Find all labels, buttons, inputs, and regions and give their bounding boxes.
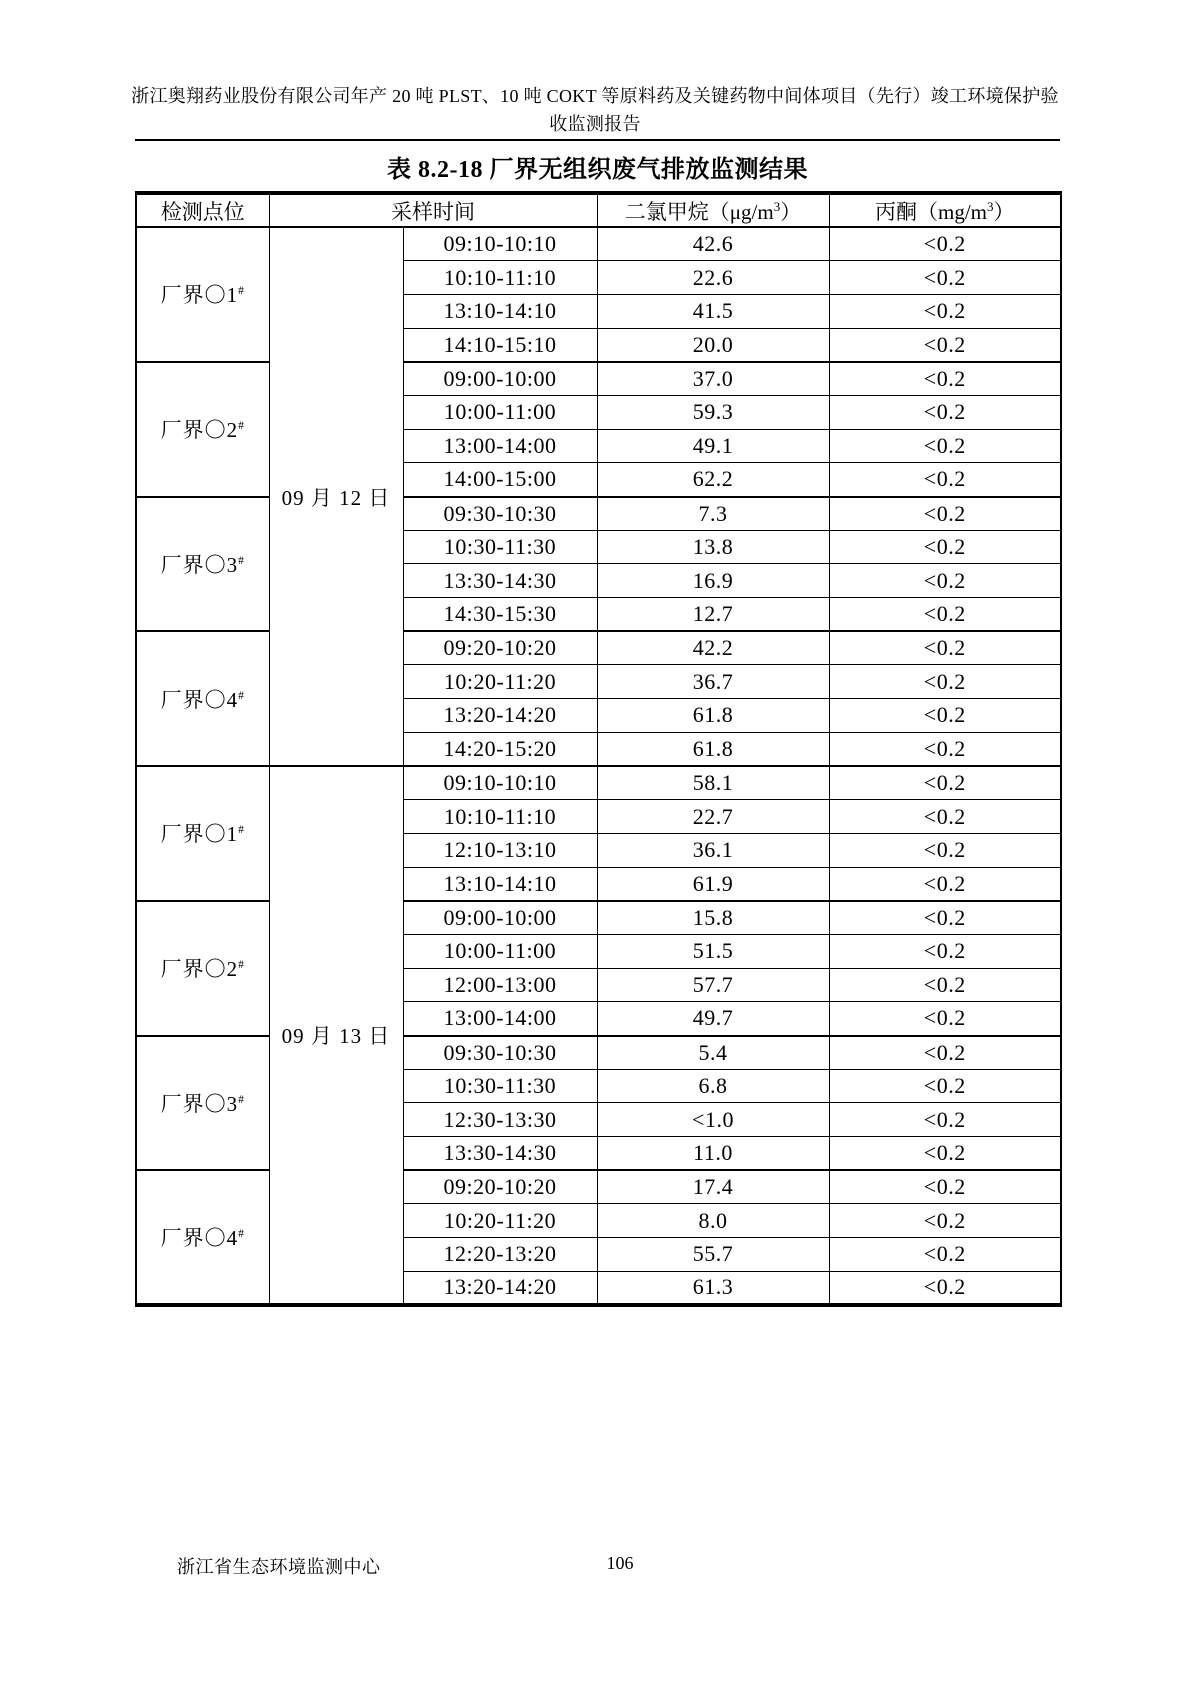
column-header-acetone [829, 193, 1061, 227]
time-cell: 14:10-15:10 [403, 328, 597, 362]
dcm-value-cell: 41.5 [597, 294, 829, 328]
dcm-value-cell: 22.6 [597, 261, 829, 295]
acetone-value-cell: <0.2 [829, 362, 1061, 396]
point-cell [136, 1036, 269, 1171]
dcm-value-cell: 22.7 [597, 800, 829, 834]
acetone-value-cell: <0.2 [829, 766, 1061, 800]
dcm-value-cell: 57.7 [597, 968, 829, 1002]
time-cell: 12:00-13:00 [403, 968, 597, 1002]
table-row [136, 227, 1061, 261]
time-cell: 10:10-11:10 [403, 261, 597, 295]
point-cell [136, 1170, 269, 1305]
acetone-value-cell: <0.2 [829, 294, 1061, 328]
dcm-value-cell: 36.7 [597, 665, 829, 699]
dcm-value-cell: 37.0 [597, 362, 829, 396]
dcm-value-cell: 8.0 [597, 1204, 829, 1238]
point-label: 厂界〇3 [160, 1091, 239, 1116]
point-label-superscript: # [238, 554, 245, 567]
unit-superscript: 3 [987, 198, 994, 214]
point-cell [136, 227, 269, 362]
time-cell: 09:00-10:00 [403, 362, 597, 396]
dcm-value-cell: 61.8 [597, 699, 829, 733]
time-cell: 09:00-10:00 [403, 901, 597, 935]
acetone-value-cell: <0.2 [829, 699, 1061, 733]
acetone-value-cell: <0.2 [829, 968, 1061, 1002]
point-label-superscript: # [238, 420, 245, 433]
time-cell: 10:00-11:00 [403, 395, 597, 429]
acetone-value-cell: <0.2 [829, 497, 1061, 531]
time-cell: 10:30-11:30 [403, 1069, 597, 1103]
dcm-value-cell: 61.8 [597, 732, 829, 766]
unit-superscript: 3 [773, 198, 781, 214]
dcm-value-cell: 5.4 [597, 1036, 829, 1070]
time-cell: 09:10-10:10 [403, 227, 597, 261]
acetone-value-cell: <0.2 [829, 934, 1061, 968]
acetone-value-cell: <0.2 [829, 665, 1061, 699]
point-label: 厂界〇1 [160, 822, 239, 847]
acetone-value-cell: <0.2 [829, 227, 1061, 261]
dcm-value-cell: 61.9 [597, 867, 829, 901]
unit-text: ） [993, 199, 1015, 224]
report-header [115, 82, 1075, 138]
dcm-value-cell: 11.0 [597, 1137, 829, 1171]
time-cell: 13:00-14:00 [403, 429, 597, 463]
point-label: 厂界〇3 [160, 552, 239, 577]
footer-org: 浙江省生态环境监测中心 [177, 1557, 381, 1577]
column-header-dichloromethane [597, 193, 829, 227]
dcm-value-cell: 59.3 [597, 395, 829, 429]
point-label: 厂界〇2 [160, 418, 239, 443]
date-cell: 09 月 13 日 [269, 766, 403, 1305]
acetone-value-cell: <0.2 [829, 564, 1061, 598]
acetone-value-cell: <0.2 [829, 1069, 1061, 1103]
dcm-value-cell: 12.7 [597, 598, 829, 632]
time-cell: 13:00-14:00 [403, 1002, 597, 1036]
time-cell: 13:20-14:20 [403, 699, 597, 733]
acetone-value-cell: <0.2 [829, 395, 1061, 429]
point-label: 厂界〇1 [160, 283, 239, 308]
time-cell: 12:30-13:30 [403, 1103, 597, 1137]
monitoring-table [135, 191, 1062, 1307]
page-number: 106 [606, 1553, 634, 1573]
acetone-value-cell: <0.2 [829, 732, 1061, 766]
dcm-value-cell: 36.1 [597, 833, 829, 867]
table-header [136, 193, 1061, 227]
date-cell: 09 月 12 日 [269, 227, 403, 766]
dcm-value-cell: 7.3 [597, 497, 829, 531]
dcm-value-cell: 13.8 [597, 530, 829, 564]
acetone-value-cell: <0.2 [829, 598, 1061, 632]
dcm-value-cell: 51.5 [597, 934, 829, 968]
acetone-value-cell: <0.2 [829, 631, 1061, 665]
acetone-value-cell: <0.2 [829, 1002, 1061, 1036]
dcm-value-cell: 16.9 [597, 564, 829, 598]
time-cell: 09:20-10:20 [403, 631, 597, 665]
acetone-value-cell: <0.2 [829, 867, 1061, 901]
monitoring-table-body [136, 227, 1061, 1305]
acetone-value-cell: <0.2 [829, 429, 1061, 463]
time-cell: 13:10-14:10 [403, 867, 597, 901]
acetone-value-cell: <0.2 [829, 833, 1061, 867]
time-cell: 09:10-10:10 [403, 766, 597, 800]
dcm-value-cell: 42.2 [597, 631, 829, 665]
point-label-superscript: # [238, 285, 245, 298]
time-cell: 13:30-14:30 [403, 1137, 597, 1171]
table-title: 表 8.2-18 厂界无组织废气排放监测结果 [387, 157, 808, 183]
time-cell: 12:20-13:20 [403, 1238, 597, 1272]
acetone-value-cell: <0.2 [829, 1036, 1061, 1070]
table-row [136, 766, 1061, 800]
unit-text: ） [780, 199, 802, 224]
acetone-value-cell: <0.2 [829, 1204, 1061, 1238]
point-cell [136, 362, 269, 497]
point-label: 厂界〇4 [160, 1226, 239, 1251]
dcm-value-cell: 42.6 [597, 227, 829, 261]
acetone-value-cell: <0.2 [829, 901, 1061, 935]
acetone-value-cell: <0.2 [829, 463, 1061, 497]
point-label-superscript: # [238, 689, 245, 702]
unit-text: 二氯甲烷（μg/m [624, 199, 774, 224]
point-cell [136, 631, 269, 766]
time-cell: 14:30-15:30 [403, 598, 597, 632]
point-cell [136, 497, 269, 632]
time-cell: 10:30-11:30 [403, 530, 597, 564]
time-cell: 13:20-14:20 [403, 1271, 597, 1305]
point-label-superscript: # [238, 824, 245, 837]
time-cell: 10:10-11:10 [403, 800, 597, 834]
dcm-value-cell: 6.8 [597, 1069, 829, 1103]
unit-text: 丙酮（mg/m [874, 199, 987, 224]
point-label: 厂界〇4 [160, 687, 239, 712]
dcm-value-cell: 17.4 [597, 1170, 829, 1204]
header-row [136, 193, 1061, 227]
dcm-value-cell: 62.2 [597, 463, 829, 497]
dcm-value-cell: 58.1 [597, 766, 829, 800]
page-footer [135, 1553, 1060, 1577]
dcm-value-cell: 15.8 [597, 901, 829, 935]
report-header-line1: 浙江奥翔药业股份有限公司年产 20 吨 PLST、10 吨 COKT 等原料药及关键药物中间体项目（先行）竣工环境保护验 [131, 86, 1059, 106]
time-cell: 13:30-14:30 [403, 564, 597, 598]
acetone-value-cell: <0.2 [829, 1103, 1061, 1137]
acetone-value-cell: <0.2 [829, 800, 1061, 834]
point-label-superscript: # [238, 959, 245, 972]
dcm-value-cell: 20.0 [597, 328, 829, 362]
time-cell: 13:10-14:10 [403, 294, 597, 328]
dcm-value-cell: 55.7 [597, 1238, 829, 1272]
time-cell: 10:20-11:20 [403, 1204, 597, 1238]
column-header-point: 检测点位 [136, 193, 269, 227]
point-cell [136, 901, 269, 1036]
time-cell: 14:00-15:00 [403, 463, 597, 497]
header-rule [135, 139, 1060, 141]
time-cell: 12:10-13:10 [403, 833, 597, 867]
dcm-value-cell: <1.0 [597, 1103, 829, 1137]
dcm-value-cell: 49.1 [597, 429, 829, 463]
acetone-value-cell: <0.2 [829, 1137, 1061, 1171]
acetone-value-cell: <0.2 [829, 1271, 1061, 1305]
dcm-value-cell: 49.7 [597, 1002, 829, 1036]
time-cell: 10:20-11:20 [403, 665, 597, 699]
acetone-value-cell: <0.2 [829, 530, 1061, 564]
dcm-value-cell: 61.3 [597, 1271, 829, 1305]
acetone-value-cell: <0.2 [829, 328, 1061, 362]
time-cell: 14:20-15:20 [403, 732, 597, 766]
point-label-superscript: # [238, 1093, 245, 1106]
time-cell: 09:30-10:30 [403, 497, 597, 531]
report-header-line2: 收监测报告 [549, 114, 641, 134]
time-cell: 09:30-10:30 [403, 1036, 597, 1070]
point-label-superscript: # [238, 1228, 245, 1241]
acetone-value-cell: <0.2 [829, 1170, 1061, 1204]
point-label: 厂界〇2 [160, 957, 239, 982]
point-cell [136, 766, 269, 901]
time-cell: 09:20-10:20 [403, 1170, 597, 1204]
acetone-value-cell: <0.2 [829, 1238, 1061, 1272]
acetone-value-cell: <0.2 [829, 261, 1061, 295]
time-cell: 10:00-11:00 [403, 934, 597, 968]
column-header-time: 采样时间 [269, 193, 597, 227]
